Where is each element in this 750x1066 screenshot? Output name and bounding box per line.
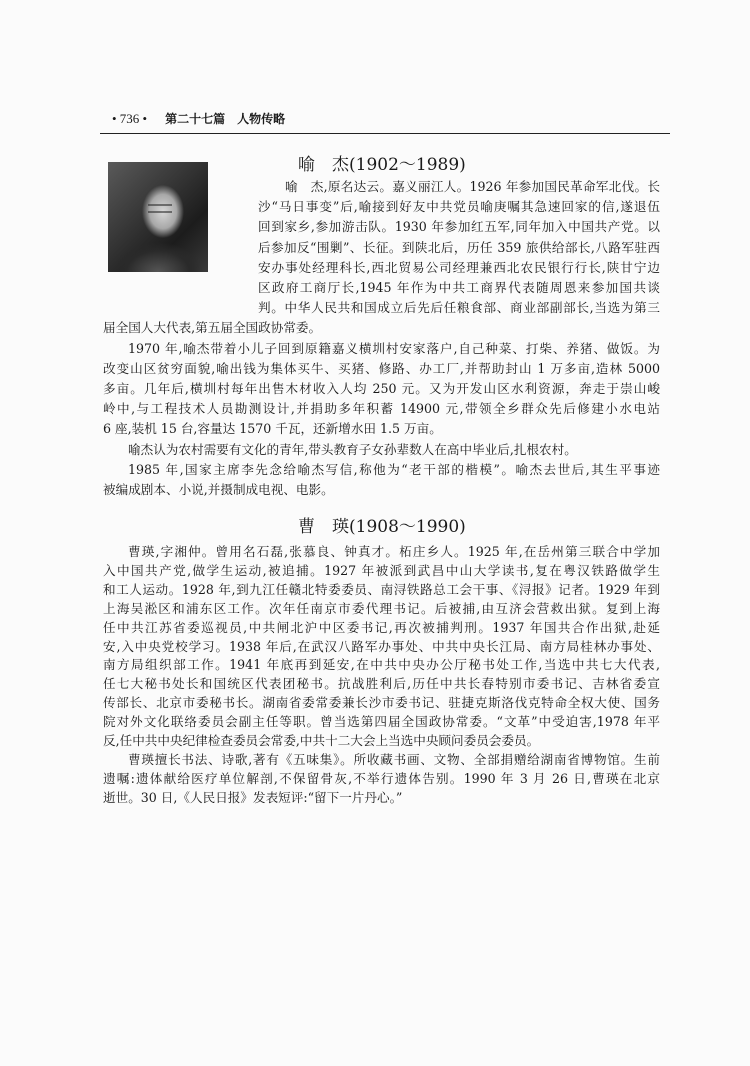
text-line: 传部长、北京市委秘书长。湖南省委常委兼长沙市委书记、驻捷克斯洛伐克特命全权大使、国务 bbox=[103, 695, 660, 711]
portrait-photo bbox=[108, 162, 208, 272]
text-line: 区政府工商厅长,1945 年作为中共工商界代表随周恩来参加国共谈 bbox=[258, 280, 660, 295]
text-line: 喻 杰,原名达云。嘉义丽江人。1926 年参加国民革命军北伐。长 bbox=[285, 179, 660, 194]
bio-title-yu-jie: 喻 杰(1902～1989) bbox=[298, 155, 466, 175]
text-line: 改变山区贫穷面貌,喻出钱为集体买牛、买猪、修路、办工厂,并帮助封山 1 万多亩,造林 5000 bbox=[103, 360, 660, 376]
running-header bbox=[112, 110, 285, 127]
bio-title-cao-ying: 曹 瑛(1908～1990) bbox=[298, 517, 466, 537]
text-line: 届全国人大代表,第五届全国政协常委。 bbox=[103, 320, 322, 336]
text-line: 院对外文化联络委员会副主任等职。曾当选第四届全国政协常委。“文革”中受迫害,1978 年平 bbox=[103, 714, 660, 730]
text-line: 逝世。30 日,《人民日报》发表短评:“留下一片丹心。” bbox=[103, 789, 403, 805]
text-line: 被编成剧本、小说,并摄制成电视、电影。 bbox=[103, 482, 334, 497]
text-line: 安办事处经理科长,西北贸易公司经理兼西北农民银行行长,陕甘宁边 bbox=[258, 259, 660, 275]
text-line: 任七大秘书处长和国统区代表团秘书。抗战胜利后,历任中共长春特别市委书记、吉林省委宣 bbox=[103, 676, 660, 692]
text-line: 喻杰认为农村需要有文化的青年,带头教育子女孙辈数人在高中毕业后,扎根农村。 bbox=[128, 441, 577, 457]
text-line: 1985 年,国家主席李先念给喻杰写信,称他为“老干部的楷模”。喻杰去世后,其生平事迹 bbox=[128, 461, 660, 477]
text-line: 遗嘱:遗体献给医疗单位解剖,不保留骨灰,不举行遗体告别。1990 年 3 月 26 日,曹瑛在北京 bbox=[103, 770, 660, 786]
text-line: 南方局组织部工作。1941 年底再到延安,在中共中央办公厅秘书处工作,当选中共七大代表, bbox=[103, 657, 660, 673]
text-line: 上海吴淞区和浦东区工作。次年任南京市委代理书记。后被捕,由互济会营救出狱。复到上海 bbox=[103, 600, 660, 616]
header-rule bbox=[100, 133, 670, 134]
text-line: 沙“马日事变”后,喻接到好友中共党员喻庚嘱其急速回家的信,遂退伍 bbox=[258, 199, 660, 215]
text-line: 回到家乡,参加游击队。1930 年参加红五军,同年加入中国共产党。以 bbox=[258, 219, 660, 235]
text-line: 多亩。几年后,横圳村每年出售木材收入人均 250 元。又为开发山区水利资源，奔走于崇山峻 bbox=[103, 381, 660, 396]
text-line: 判。中华人民共和国成立后先后任粮食部、商业部副部长,当选为第三 bbox=[258, 300, 660, 316]
text-line: 入中国共产党,做学生运动,被追捕。1927 年被派到武昌中山大学读书,复在粤汉铁路做学生 bbox=[103, 562, 660, 578]
text-line: 任中共江苏省委巡视员,中共闸北沪中区委书记,再次被捕判刑。1937 年国共合作出狱,赴延 bbox=[103, 619, 660, 635]
text-line: 6 座,装机 15 台,容量达 1570 千瓦，还新增水田 1.5 万亩。 bbox=[103, 421, 442, 437]
text-line: 曹瑛擅长书法、诗歌,著有《五味集》。所收藏书画、文物、全部捐赠给湖南省博物馆。生前 bbox=[128, 751, 660, 767]
section-title: 第二十七篇 人物传略 bbox=[165, 112, 286, 126]
text-line: 1970 年,喻杰带着小儿子回到原籍嘉义横圳村安家落户,自己种菜、打柴、养猪、做饭。为 bbox=[128, 340, 660, 356]
text-line: 后参加反“围剿”、长征。到陕北后，历任 359 旅供给部长,八路军驻西 bbox=[258, 239, 660, 255]
text-line: 曹瑛,字湘仲。曾用名石磊,张慕良、钟真才。柘庄乡人。1925 年,在岳州第三联合中学加 bbox=[128, 544, 660, 559]
text-line: 和工人运动。1928 年,到九江任赣北特委委员、南浔铁路总工会干事、《浔报》记者。1929 年到 bbox=[103, 581, 660, 597]
text-line: 安,入中央党校学习。1938 年后,在武汉八路军办事处、中共中央长江局、南方局桂林办事处、 bbox=[103, 638, 660, 654]
page-number: • 736 • bbox=[112, 111, 148, 126]
text-line: 岭中,与工程技术人员勘测设计,并捐助多年积蓄 14900 元,带领全乡群众先后修建小水电站 bbox=[103, 401, 660, 417]
text-line: 反,任中共中央纪律检查委员会常委,中共十二大会上当选中央顾问委员会委员。 bbox=[103, 733, 540, 748]
